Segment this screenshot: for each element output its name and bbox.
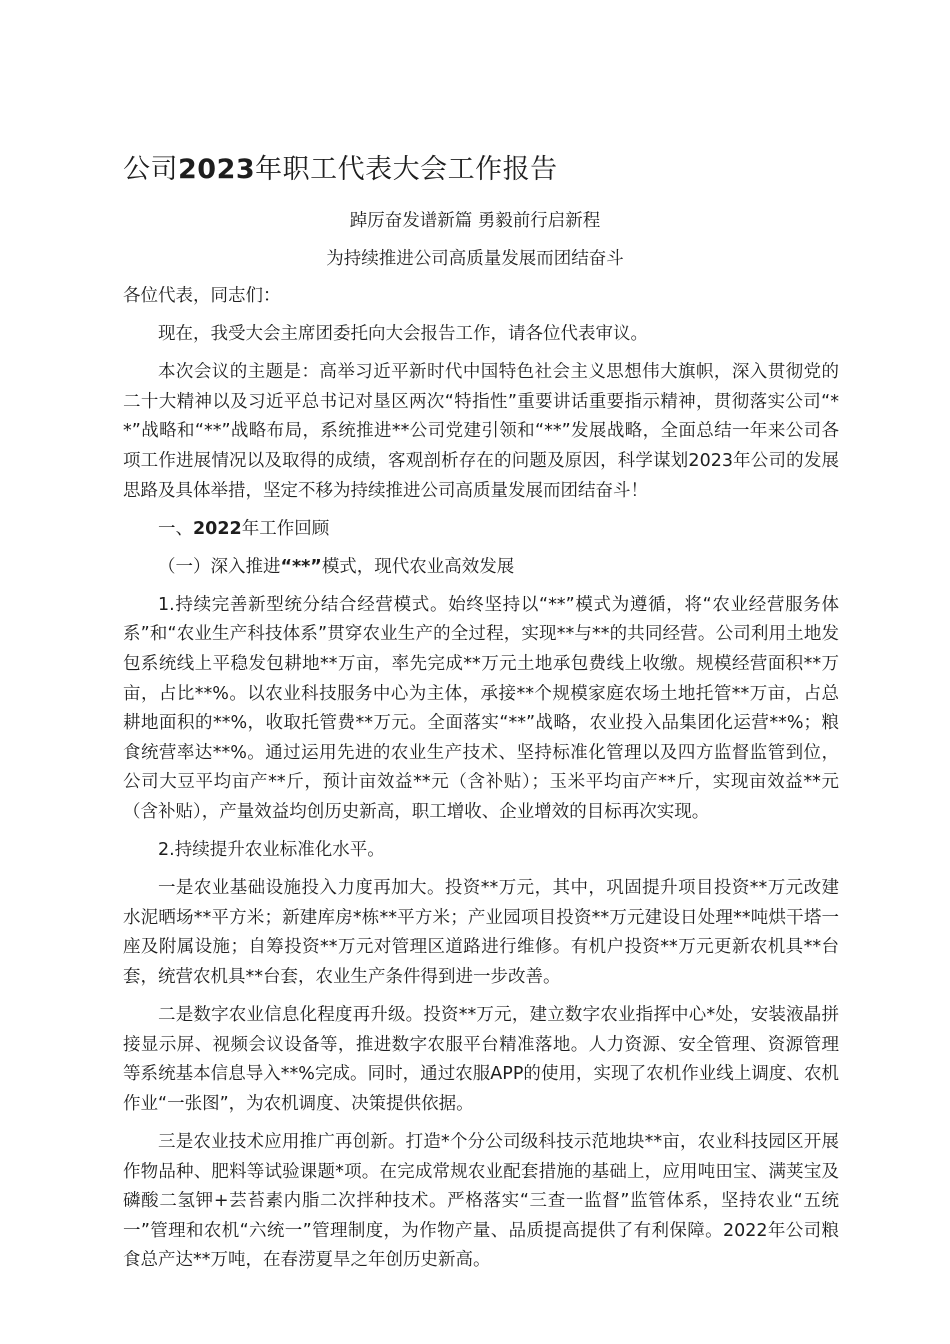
paragraph: 1.持续完善新型统分结合经营模式。始终坚持以“**”模式为遵循，将“农业经营服务体系”和“农业生产科技体系”贯穿农业生产的全过程，实现**与**的共同经营。公司利用土地发包系统线上平稳发包耕地**万亩，率先完成**万元土地承包费线上收缴。规模经营面积**万亩，占比**%。以农业科技服务中心为主体，承接**个规模家庭农场土地托管**万亩，占总耕地面积的**%，收取托管费**万元。全面落实“**”战略，农业投入品集团化运营**%；粮食统营率达**%。通过运用先进的农业生产技术、坚持标准化管理以及四方监督监管到位，公司大豆平均亩产**斤，预计亩效益**元（含补贴）；玉米平均亩产**斤，实现亩效益**元（含补贴），产量效益均创历史新高，职工增收、企业增效的目标再次实现。 bbox=[123, 594, 839, 822]
subsection-heading-suffix: 模式，现代农业高效发展 bbox=[321, 556, 515, 577]
subtitle-2: 为持续推进公司高质量发展而团结奋斗 bbox=[326, 249, 624, 269]
section-heading-suffix: 年工作回顾 bbox=[241, 518, 330, 539]
paragraph: 本次会议的主题是：高举习近平新时代中国特色社会主义思想伟大旗帜，深入贯彻党的二十大精神以及习近平总书记对垦区两次“特指性”重要讲话重要指示精神，贯彻落实公司“**”战略和“**”战略布局，系统推进**公司党建引领和“**”发展战略，全面总结一年来公司各项工作进展情况以及取得的成绩，客观剖析存在的问题及原因，科学谋划2023年公司的发展思路及具体举措，坚定不移为持续推进公司高质量发展而团结奋斗！ bbox=[123, 362, 839, 501]
title-year: 2023 bbox=[178, 154, 256, 185]
section-heading-prefix: 一、 bbox=[158, 518, 193, 539]
paragraph: 现在，我受大会主席团委托向大会报告工作，请各位代表审议。 bbox=[158, 324, 648, 345]
subsection-heading-bold: “**” bbox=[280, 556, 322, 577]
paragraph: 2.持续提升农业标准化水平。 bbox=[158, 840, 385, 861]
title-suffix: 年职工代表大会工作报告 bbox=[255, 154, 558, 185]
section-heading-year: 2022 bbox=[193, 518, 242, 539]
paragraph: 二是数字农业信息化程度再升级。投资**万元，建立数字农业指挥中心*处，安装液晶拼接显示屏、视频会议设备等，推进数字农服平台精准落地。人力资源、安全管理、资源管理等系统基本信息导入**%完成。同时，通过农服APP的使用，实现了农机作业线上调度、农机作业“一张图”，为农机调度、决策提供依据。 bbox=[123, 1005, 839, 1114]
document-body bbox=[123, 282, 839, 1284]
title-prefix: 公司 bbox=[123, 154, 178, 185]
paragraph: 三是农业技术应用推广再创新。打造*个分公司级科技示范地块**亩，农业科技园区开展作物品种、肥料等试验课题*项。在完成常规农业配套措施的基础上，应用吨田宝、满荚宝及磷酸二氢钾+芸苔素内脂二次拌种技术。严格落实“三查一监督”监管体系，坚持农业“五统一”管理和农机“六统一”管理制度，为作物产量、品质提高提供了有利保障。2022年公司粮食总产达**万吨，在春涝夏旱之年创历史新高。 bbox=[123, 1131, 839, 1271]
subsection-heading-prefix: （一）深入推进 bbox=[158, 556, 281, 577]
section-heading bbox=[123, 515, 839, 545]
document-title bbox=[123, 150, 558, 190]
subtitle-1: 踔厉奋发谱新篇 勇毅前行启新程 bbox=[349, 211, 601, 231]
paragraph: 一是农业基础设施投入力度再加大。投资**万元，其中，巩固提升项目投资**万元改建水泥晒场**平方米；新建库房*栋**平方米；产业园项目投资**万元建设日处理**吨烘干塔一座及附属设施；自筹投资**万元对管理区道路进行维修。有机户投资**万元更新农机具**台套，统营农机具**台套，农业生产条件得到进一步改善。 bbox=[123, 878, 839, 987]
subsection-heading bbox=[123, 553, 839, 583]
salutation: 各位代表，同志们： bbox=[123, 286, 281, 306]
